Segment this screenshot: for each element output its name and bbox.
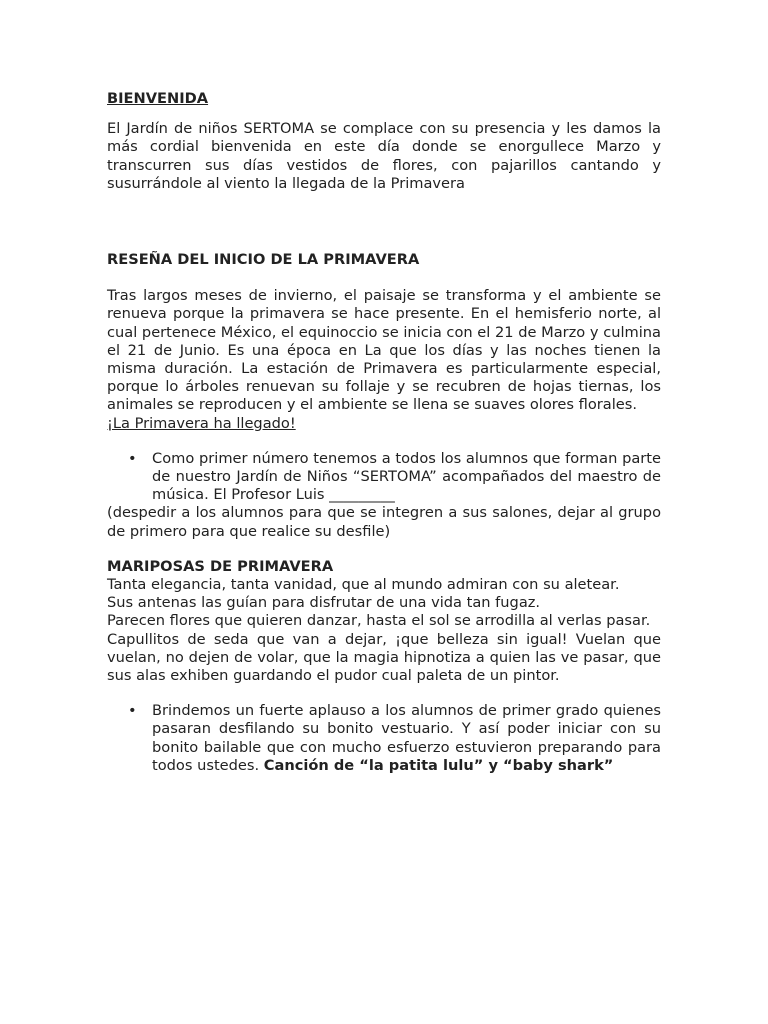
mariposas-line-4: Capullitos de seda que van a dejar, ¡que belleza sin igual! Vuelan que vuelan, no dejen de volar, que la magia hipnotiza a quien las ve pasar, que sus alas exhiben guardando el pudor cual paleta de un pintor. [107, 630, 661, 685]
cancion-title: Canción de “la patita lulu” y “baby shark” [263, 756, 614, 774]
resena-closing [107, 415, 661, 433]
primavera-llegado-text: ¡La Primavera ha llegado! [107, 414, 296, 432]
bullet-marker: • [128, 449, 137, 467]
mariposas-line-2: Sus antenas las guían para disfrutar de una vida tan fugaz. [107, 594, 541, 612]
document-page [107, 90, 661, 775]
mariposas-heading: MARIPOSAS DE PRIMAVERA [107, 557, 334, 575]
bienvenida-heading: BIENVENIDA [107, 90, 209, 107]
bullet-list-2 [107, 702, 661, 775]
bienvenida-paragraph: El Jardín de niños SERTOMA se complace con su presencia y les damos la más cordial bienvenida en este día donde se enorgullece Marzo y transcurren sus días vestidos de flores, con pajarillos cantando y susurrándole al viento la llegada de la Primavera [107, 120, 661, 192]
mariposas-line-3: Parecen flores que quieren danzar, hasta el sol se arrodilla al verlas pasar. [107, 612, 651, 630]
bullet-text: Brindemos un fuerte aplauso a los alumnos de primer grado quienes pasaran desfilando su bonito vestuario. Y así poder iniciar con su bonito bailable que con mucho esfuerzo estuvieron preparando para todos ustedes. [152, 702, 661, 774]
list-item [107, 702, 661, 775]
resena-paragraph: Tras largos meses de invierno, el paisaje se transforma y el ambiente se renueva porque la primavera se hace presente. En el hemisferio norte, al cual pertenece México, el equinoccio se inicia con el 21 de Marzo y culmina el 21 de Junio. Es una época en La que los días y las noches tienen la misma duración. La estación de Primavera es particularmente especial, porque lo árboles renuevan su follaje y se recubren de hojas tiernas, los animales se reproducen y el ambiente se llena se suaves olores florales. [107, 287, 661, 414]
resena-heading: RESEÑA DEL INICIO DE LA PRIMAVERA [107, 251, 420, 269]
despedir-note: (despedir a los alumnos para que se integren a sus salones, dejar al grupo de primero para que realice su desfile) [107, 504, 661, 540]
bullet-marker: • [128, 702, 137, 720]
bullet-list-1 [107, 450, 661, 505]
list-item [107, 450, 661, 505]
bullet-text: Como primer número tenemos a todos los alumnos que forman parte de nuestro Jardín de Niños “SERTOMA” acompañados del maestro de música. El Profesor Luis _________ [152, 449, 661, 504]
mariposas-line-1: Tanta elegancia, tanta vanidad, que al mundo admiran con su aletear. [107, 576, 620, 594]
